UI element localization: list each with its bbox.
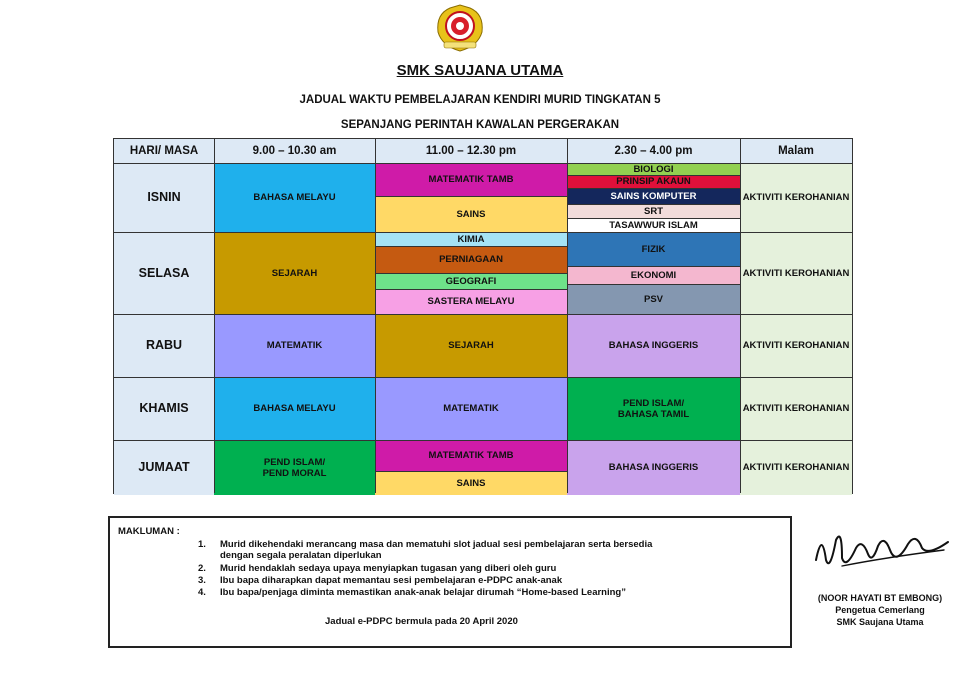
khamis-malam: AKTIVITI KEROHANIAN — [740, 377, 852, 440]
selasa-slot2-sastera-melayu: SASTERA MELAYU — [375, 289, 567, 314]
khamis-slot3: PEND ISLAM/ BAHASA TAMIL — [567, 377, 740, 440]
makluman-item-2 — [198, 563, 557, 574]
signatory-school: SMK Saujana Utama — [836, 617, 924, 627]
day-isnin: ISNIN — [114, 163, 214, 232]
day-selasa: SELASA — [114, 232, 214, 314]
start-date-note: Jadual e-PDPC bermula pada 20 April 2020 — [325, 616, 518, 627]
makluman-item-4 — [198, 587, 626, 598]
selasa-slot1: SEJARAH — [214, 232, 375, 314]
selasa-slot2-kimia: KIMIA — [375, 232, 567, 246]
rabu-slot3: BAHASA INGGERIS — [567, 314, 740, 377]
khamis-slot1: BAHASA MELAYU — [214, 377, 375, 440]
isnin-slot2-sains: SAINS — [375, 196, 567, 232]
makluman-item-text: Ibu bapa diharapkan dapat memantau sesi pembelajaran e-PDPC anak-anak — [220, 575, 563, 586]
khamis-slot2: MATEMATIK — [375, 377, 567, 440]
timetable-grid — [113, 138, 853, 494]
isnin-malam: AKTIVITI KEROHANIAN — [740, 163, 852, 232]
makluman-item-number: 4. — [198, 587, 206, 598]
makluman-item-3 — [198, 575, 563, 586]
selasa-malam: AKTIVITI KEROHANIAN — [740, 232, 852, 314]
selasa-slot3-ekonomi: EKONOMI — [567, 266, 740, 284]
isnin-slot3-biologi: BIOLOGI — [567, 163, 740, 175]
signatory-name: (NOOR HAYATI BT EMBONG) — [817, 593, 943, 603]
signatory-title: Pengetua Cemerlang — [835, 605, 925, 615]
timetable-title: JADUAL WAKTU PEMBELAJARAN KENDIRI MURID TINGKATAN 5 — [299, 94, 661, 106]
makluman-item-text: dengan segala peralatan diperlukan — [220, 550, 382, 561]
jumaat-slot3: BAHASA INGGERIS — [567, 440, 740, 495]
selasa-slot3-fizik: FIZIK — [567, 232, 740, 266]
isnin-slot3-sains-komputer: SAINS KOMPUTER — [567, 188, 740, 204]
day-jumaat: JUMAAT — [114, 440, 214, 495]
makluman-item-number: 3. — [198, 575, 206, 586]
makluman-item-number: 1. — [198, 539, 206, 550]
jumaat-malam: AKTIVITI KEROHANIAN — [740, 440, 852, 495]
makluman-box — [108, 516, 792, 648]
isnin-slot2-matematik-tamb: MATEMATIK TAMB — [375, 163, 567, 196]
header-day: HARI/ MASA — [114, 139, 214, 163]
signatory-block — [800, 592, 960, 628]
header-slot-1: 9.00 – 10.30 am — [214, 139, 375, 163]
jumaat-slot1: PEND ISLAM/ PEND MORAL — [214, 440, 375, 495]
makluman-title: MAKLUMAN : — [118, 526, 180, 537]
isnin-slot1: BAHASA MELAYU — [214, 163, 375, 232]
makluman-item-text: Ibu bapa/penjaga diminta memastikan anak-anak belajar dirumah “Home-based Learning” — [220, 587, 626, 598]
header-malam: Malam — [740, 139, 852, 163]
school-name: SMK SAUJANA UTAMA — [396, 62, 564, 79]
header-slot-2: 11.00 – 12.30 pm — [375, 139, 567, 163]
rabu-malam: AKTIVITI KEROHANIAN — [740, 314, 852, 377]
jumaat-slot2-sains: SAINS — [375, 471, 567, 495]
jumaat-slot2-matematik-tamb: MATEMATIK TAMB — [375, 440, 567, 471]
rabu-slot1: MATEMATIK — [214, 314, 375, 377]
rabu-slot2: SEJARAH — [375, 314, 567, 377]
makluman-item-1 — [198, 539, 653, 561]
school-crest-icon — [432, 2, 488, 54]
selasa-slot2-geografi: GEOGRAFI — [375, 273, 567, 289]
day-rabu: RABU — [114, 314, 214, 377]
isnin-slot3-srt: SRT — [567, 204, 740, 218]
isnin-slot3-prinsip-akaun: PRINSIP AKAUN — [567, 175, 740, 188]
isnin-slot3-tasawwur-islam: TASAWWUR ISLAM — [567, 218, 740, 232]
day-khamis: KHAMIS — [114, 377, 214, 440]
signature-icon — [812, 520, 952, 580]
selasa-slot2-perniagaan: PERNIAGAAN — [375, 246, 567, 273]
makluman-item-text: Murid hendaklah sedaya upaya menyiapkan tugasan yang diberi oleh guru — [220, 563, 557, 574]
header-slot-3: 2.30 – 4.00 pm — [567, 139, 740, 163]
timetable-subtitle: SEPANJANG PERINTAH KAWALAN PERGERAKAN — [340, 119, 620, 131]
selasa-slot3-psv: PSV — [567, 284, 740, 314]
makluman-item-text: Murid dikehendaki merancang masa dan mematuhi slot jadual sesi pembelajaran serta bersedia — [220, 539, 653, 550]
makluman-item-number: 2. — [198, 563, 206, 574]
